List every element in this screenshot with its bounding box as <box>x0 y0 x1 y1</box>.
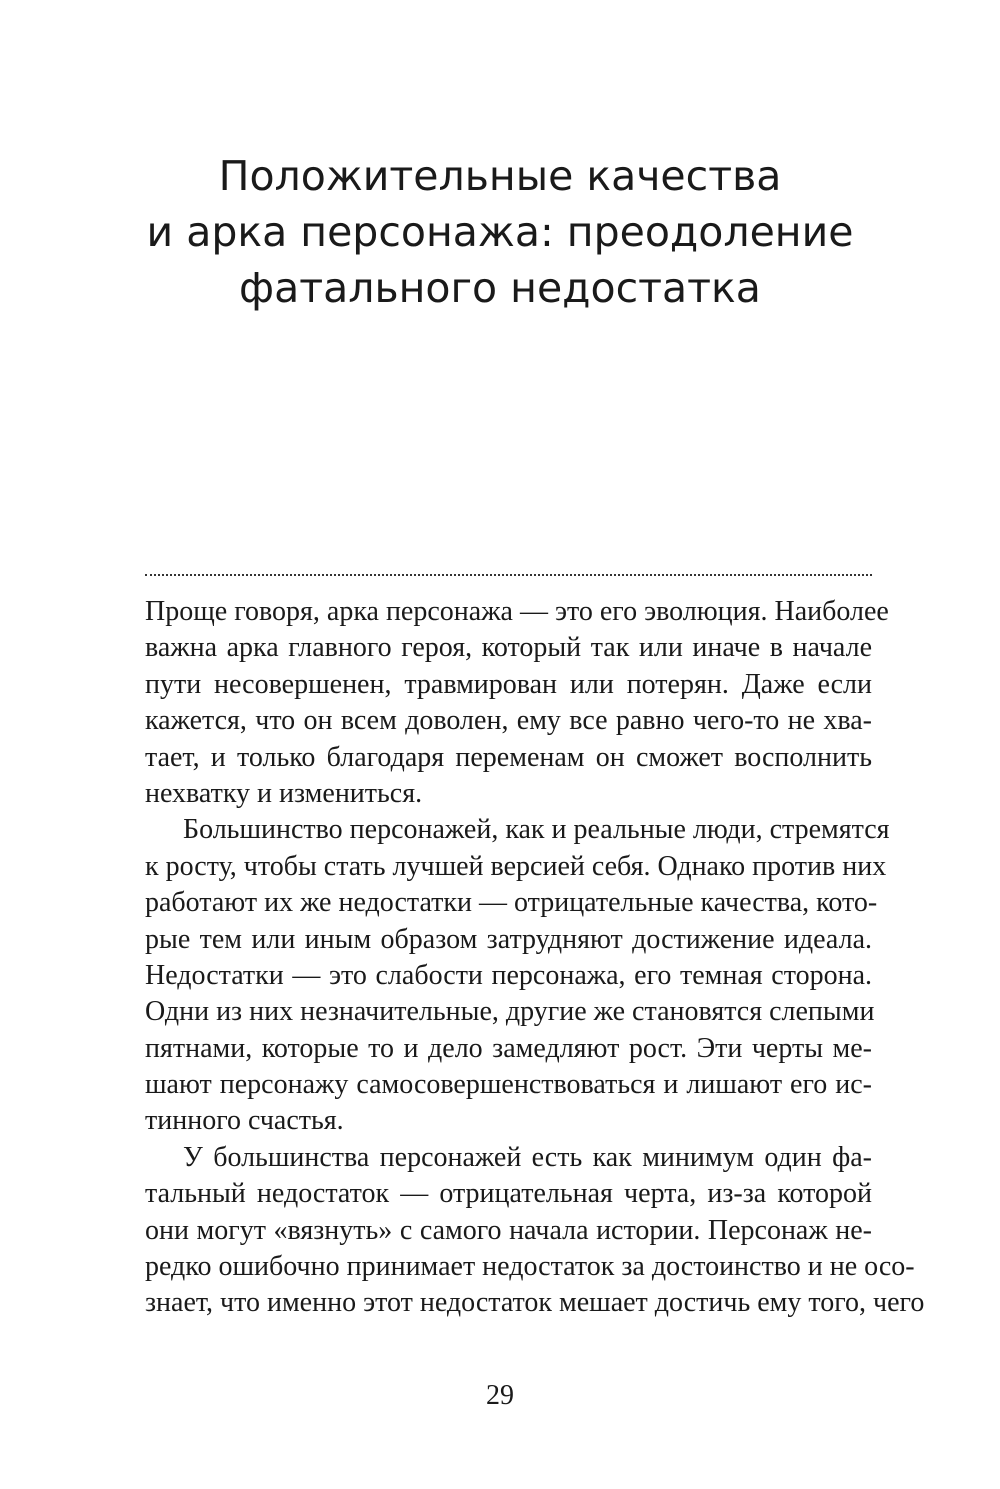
text-line: Большинство персонажей, как и реальные люди, стремятся <box>183 814 890 846</box>
text-line: к росту, чтобы стать лучшей версией себя. Однако против них <box>145 850 887 882</box>
text-line: Проще говоря, арка персонажа — это его эволюция. Наиболее <box>145 596 889 627</box>
text-line: Одни из них незначительные, другие же становятся слепыми <box>145 996 875 1028</box>
text-line: пути несовершенен, травмирован или потерян. Даже если <box>145 668 872 700</box>
body-text <box>145 594 925 1322</box>
text-line: знает, что именно этот недостаток мешает достичь ему того, чего <box>145 1287 925 1319</box>
dotted-divider <box>145 574 872 576</box>
text-line: кажется, что он всем доволен, ему все равно чего-то не хва- <box>145 705 872 737</box>
chapter-title-line: Положительные качества <box>218 152 782 200</box>
chapter-title <box>100 148 900 316</box>
text-line: они могут «вязнуть» с самого начала истории. Персонаж не- <box>145 1214 872 1246</box>
text-line: шают персонажу самосовершенствоваться и лишают его ис- <box>145 1069 872 1101</box>
text-line: пятнами, которые то и дело замедляют рост. Эти черты ме- <box>145 1032 872 1064</box>
text-line: работают их же недостатки — отрицательные качества, кото- <box>145 887 878 919</box>
text-line: У большинства персонажей есть как минимум один фа- <box>183 1141 872 1173</box>
page-number: 29 <box>486 1380 514 1411</box>
chapter-title-line: фатального недостатка <box>239 264 761 312</box>
text-line: редко ошибочно принимает недостаток за достоинство и не осо- <box>145 1251 915 1283</box>
text-line: важна арка главного героя, который так или иначе в начале <box>145 632 872 664</box>
text-line: рые тем или иным образом затрудняют достижение идеала. <box>145 923 872 955</box>
text-line: тинного счастья. <box>145 1105 344 1137</box>
chapter-title-line: и арка персонажа: преодоление <box>146 208 854 256</box>
text-line: нехватку и измениться. <box>145 777 423 809</box>
text-line: тает, и только благодаря переменам он сможет восполнить <box>145 741 872 773</box>
text-line: Недостатки — это слабости персонажа, его темная сторона. <box>145 959 872 991</box>
text-line: тальный недостаток — отрицательная черта, из-за которой <box>145 1178 872 1210</box>
